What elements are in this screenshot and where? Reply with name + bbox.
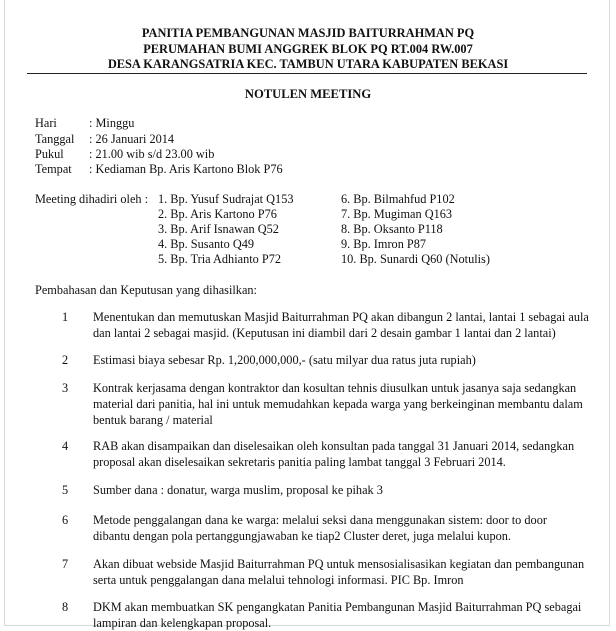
info-value-hari: : Minggu bbox=[89, 116, 135, 130]
org-address: PERUMAHAN BUMI ANGGREK BLOK PQ RT.004 RW.007 bbox=[143, 42, 473, 56]
attendee-10: 10. Bp. Sunardi Q60 (Notulis) bbox=[341, 252, 490, 266]
item-text bbox=[93, 352, 601, 368]
item-line: DKM akan membuatkan SK pengangkatan Panitia Pembangunan Masjid Baiturrahman PQ sebagai bbox=[93, 600, 582, 614]
item-line: Estimasi biaya sebesar Rp. 1,200,000,000,- (satu milyar dua ratus juta rupiah) bbox=[93, 353, 476, 367]
item-line: Sumber dana : donatur, warga muslim, proposal ke pihak 3 bbox=[93, 483, 383, 497]
item-line: RAB akan disampaikan dan diselesaikan oleh konsultan pada tanggal 31 Januari 2014, sedangkan bbox=[93, 439, 575, 453]
attendee-9: 9. Bp. Imron P87 bbox=[341, 237, 427, 251]
attendee-4: 4. Bp. Susanto Q49 bbox=[158, 237, 254, 251]
attendance-label: Meeting dihadiri oleh : bbox=[35, 192, 149, 206]
header-divider bbox=[27, 73, 587, 74]
item-number: 1 bbox=[62, 310, 69, 324]
item-number: 6 bbox=[62, 513, 69, 527]
attendee-3: 3. Bp. Arif Isnawan Q52 bbox=[158, 222, 279, 236]
attendee-2: 2. Bp. Aris Kartono P76 bbox=[158, 207, 277, 221]
item-text bbox=[93, 599, 601, 631]
document-title: NOTULEN MEETING bbox=[244, 87, 372, 101]
org-region: DESA KARANGSATRIA KEC. TAMBUN UTARA KABUPATEN BEKASI bbox=[107, 57, 509, 71]
item-line: dibantu dengan pola pertanggungjawaban ke tiap2 Cluster deret, juga melalui kupon. bbox=[93, 529, 511, 543]
item-number: 5 bbox=[62, 483, 69, 497]
item-number: 2 bbox=[62, 353, 69, 367]
item-text bbox=[93, 380, 601, 428]
item-text bbox=[93, 556, 601, 588]
item-number: 3 bbox=[62, 381, 69, 395]
item-line: Metode penggalangan dana ke warga: melalui seksi dana menggunakan sistem: door to door bbox=[93, 513, 547, 527]
info-value-pukul: : 21.00 wib s/d 23.00 wib bbox=[89, 147, 215, 161]
item-text bbox=[93, 482, 601, 498]
item-line: serta untuk penggalangan dana melalui tehnologi informasi. PIC Bp. Imron bbox=[93, 573, 464, 587]
info-value-tanggal: : 26 Januari 2014 bbox=[89, 132, 175, 146]
item-line: Menentukan dan memutuskan Masjid Baiturrahman PQ akan dibangun 2 lantai, lantai 1 sebagai aula bbox=[93, 310, 589, 324]
org-name: PANITIA PEMBANGUNAN MASJID BAITURRAHMAN PQ bbox=[141, 26, 475, 40]
item-line: lampiran dan kelengkapan proposal. bbox=[93, 616, 272, 630]
item-line: dan lantai 2 sebagai masjid. (Keputusan ini diambil dari 2 desain gambar 1 lantai dan 2 lantai) bbox=[93, 326, 556, 340]
attendee-1: 1. Bp. Yusuf Sudrajat Q153 bbox=[158, 192, 294, 206]
attendee-7: 7. Bp. Mugiman Q163 bbox=[341, 207, 453, 221]
info-value-tempat: : Kediaman Bp. Aris Kartono Blok P76 bbox=[89, 162, 283, 176]
item-number: 8 bbox=[62, 600, 69, 614]
info-label-hari: Hari bbox=[35, 116, 57, 130]
info-label-tempat: Tempat bbox=[35, 162, 72, 176]
item-line: bentuk barang / material bbox=[93, 413, 213, 427]
item-text bbox=[93, 309, 601, 341]
item-line: Kontrak kerjasama dengan kontraktor dan kosultan tehnis diusulkan untuk jasanya saja sedangkan bbox=[93, 381, 577, 395]
item-text bbox=[93, 438, 601, 470]
attendee-6: 6. Bp. Bilmahfud P102 bbox=[341, 192, 455, 206]
item-line: Akan dibuat webside Masjid Baiturrahman PQ untuk mensosialisasikan kegiatan dan pembangunan bbox=[93, 557, 585, 571]
item-text bbox=[93, 512, 601, 544]
discussion-intro: Pembahasan dan Keputusan yang dihasilkan: bbox=[35, 283, 257, 297]
info-label-tanggal: Tanggal bbox=[35, 132, 75, 146]
item-number: 7 bbox=[62, 557, 69, 571]
item-line: proposal akan diselesaikan sekretaris panitia paling lambat tanggal 3 Februari 2014. bbox=[93, 455, 506, 469]
item-line: material dari panitia, hal ini untuk memudahkan kepada warga yang berkeinginan membantu dalam bbox=[93, 397, 583, 411]
info-label-pukul: Pukul bbox=[35, 147, 64, 161]
item-number: 4 bbox=[62, 439, 69, 453]
attendee-8: 8. Bp. Oksanto P118 bbox=[341, 222, 443, 236]
attendee-5: 5. Bp. Tria Adhianto P72 bbox=[158, 252, 281, 266]
